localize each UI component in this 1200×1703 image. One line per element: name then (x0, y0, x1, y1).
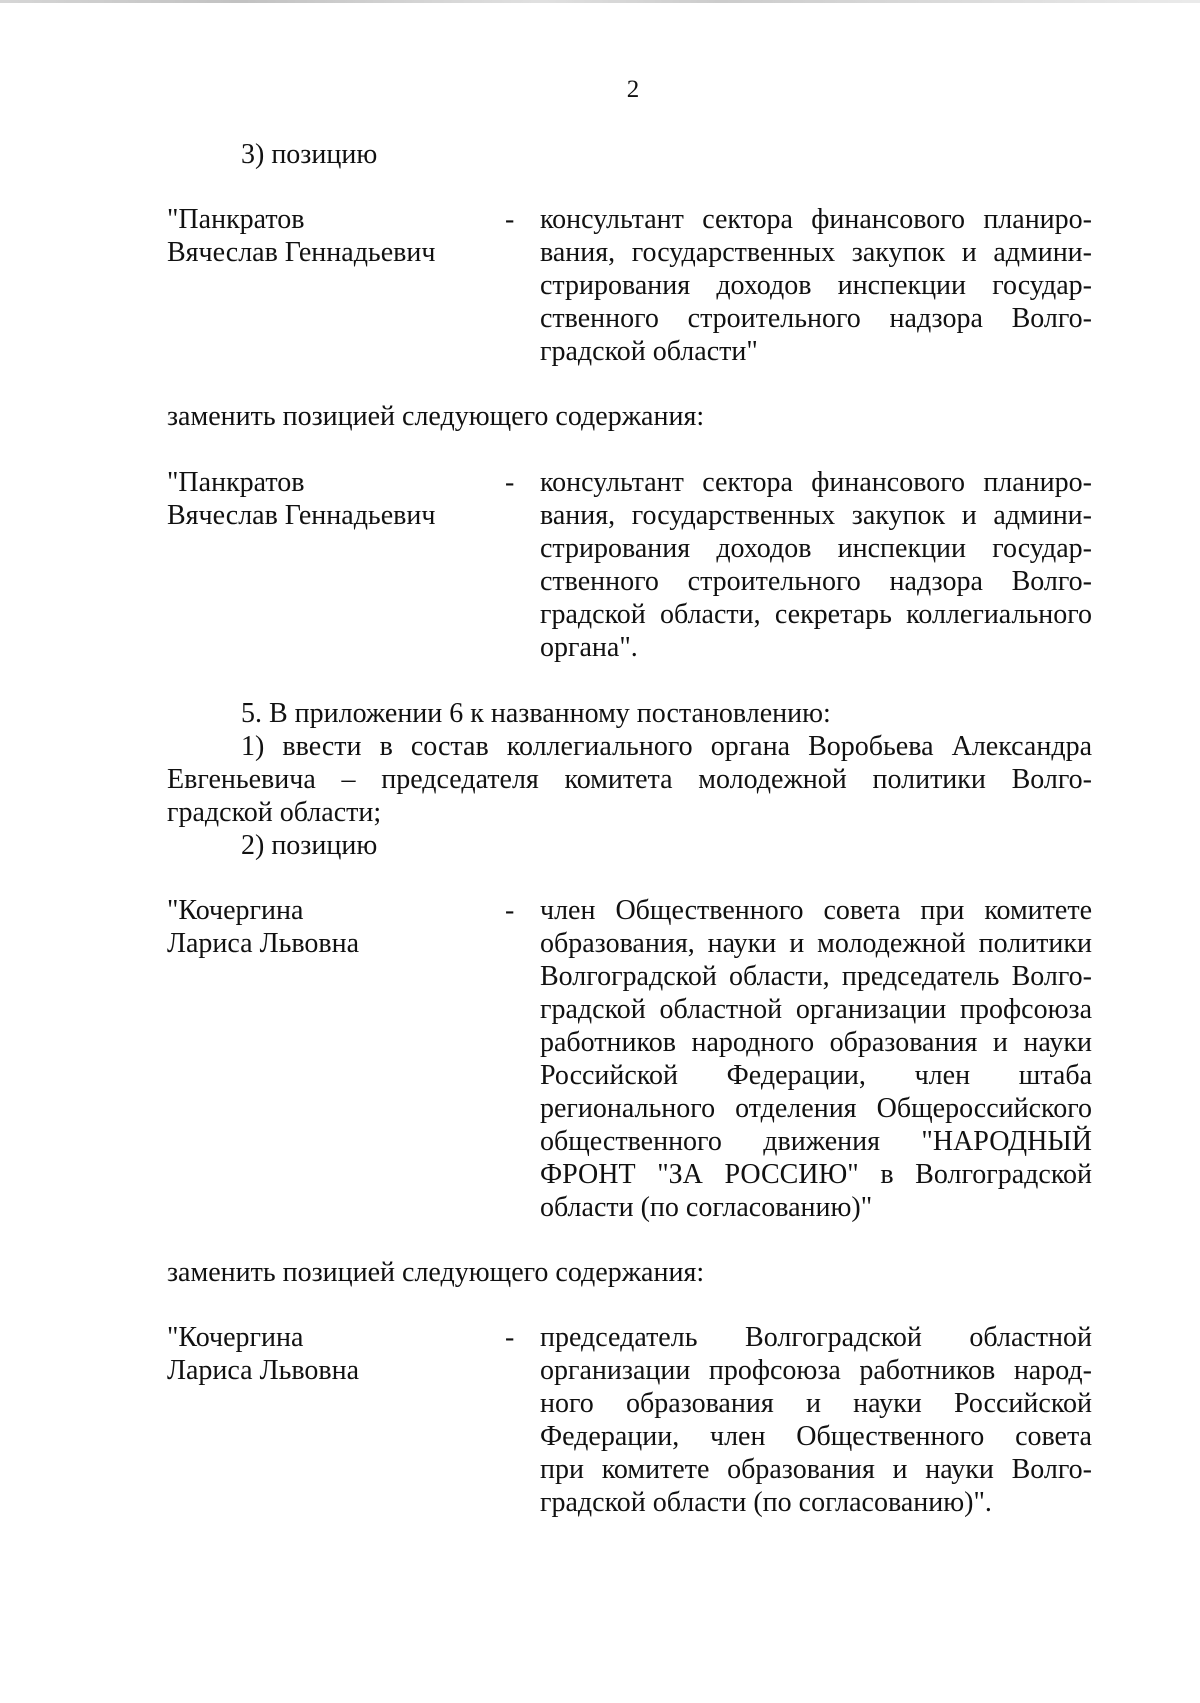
replace-instruction-1: заменить позицией следующего содержания: (167, 401, 705, 432)
desc-line: стрирования доходов инспекции государ- (540, 533, 1092, 564)
desc-line: области (по согласованию)" (540, 1192, 873, 1223)
entry-dash: - (505, 895, 515, 926)
item3-heading: 3) позицию (241, 139, 378, 170)
desc-line: ного образования и науки Российской (540, 1388, 1092, 1419)
entry-name-line: "Кочергина (167, 895, 304, 926)
desc-line: член Общественного совета при комитете (540, 895, 1092, 926)
desc-line: образования, науки и молодежной политики (540, 928, 1092, 959)
desc-line: председатель Волгоградской областной (540, 1322, 1092, 1353)
paragraph-line: 1) ввести в состав коллегиального органа Воробьева Александра (241, 731, 1092, 762)
desc-line: стрирования доходов инспекции государ- (540, 270, 1092, 301)
desc-line: органа". (540, 632, 638, 663)
entry-name-line: "Кочергина (167, 1322, 304, 1353)
entry-description (540, 466, 1092, 664)
desc-line: градской областной организации профсоюза (540, 994, 1092, 1025)
desc-line: Российской Федерации, член штаба (540, 1060, 1092, 1091)
entry-name-line: Вячеслав Геннадьевич (167, 237, 436, 268)
entry-name (167, 466, 497, 532)
desc-line: консультант сектора финансового планиро- (540, 204, 1092, 235)
entry-dash: - (505, 467, 515, 498)
paragraph-line: Евгеньевича – председателя комитета молодежной политики Волго- (167, 764, 1092, 795)
desc-line: организации профсоюза работников народ- (540, 1355, 1092, 1386)
item-1-paragraph (167, 730, 1092, 829)
entry-name (167, 1321, 497, 1387)
desc-line: ственного строительного надзора Волго- (540, 566, 1092, 597)
paragraph-line: градской области; (167, 797, 382, 828)
entry-name-line: "Панкратов (167, 204, 305, 235)
entry-name-line: Лариса Львовна (167, 1355, 360, 1386)
desc-line: градской области (по согласованию)". (540, 1487, 992, 1518)
page-number: 2 (626, 76, 640, 103)
desc-line: вания, государственных закупок и админи- (540, 500, 1092, 531)
desc-line: вания, государственных закупок и админи- (540, 237, 1092, 268)
desc-line: градской области, секретарь коллегиального (540, 599, 1092, 630)
entry-name-line: Вячеслав Геннадьевич (167, 500, 436, 531)
desc-line: регионального отделения Общероссийского (540, 1093, 1092, 1124)
entry-dash: - (505, 1322, 515, 1353)
desc-line: работников народного образования и науки (540, 1027, 1092, 1058)
entry-description (540, 203, 1092, 368)
desc-line: ФРОНТ "ЗА РОССИЮ" в Волгоградской (540, 1159, 1092, 1190)
entry-name (167, 894, 497, 960)
desc-line: общественного движения "НАРОДНЫЙ (540, 1126, 1092, 1157)
section-5-heading: 5. В приложении 6 к названному постановлению: (241, 698, 831, 729)
replace-instruction-2: заменить позицией следующего содержания: (167, 1257, 705, 1288)
entry-dash: - (505, 204, 515, 235)
desc-line: Федерации, член Общественного совета (540, 1421, 1092, 1452)
desc-line: градской области" (540, 336, 758, 367)
entry-description (540, 1321, 1092, 1519)
desc-line: консультант сектора финансового планиро- (540, 467, 1092, 498)
entry-name (167, 203, 497, 269)
desc-line: ственного строительного надзора Волго- (540, 303, 1092, 334)
desc-line: при комитете образования и науки Волго- (540, 1454, 1092, 1485)
desc-line: Волгоградской области, председатель Волго- (540, 961, 1092, 992)
item2-heading: 2) позицию (241, 830, 378, 861)
entry-name-line: Лариса Львовна (167, 928, 360, 959)
entry-name-line: "Панкратов (167, 467, 305, 498)
scan-edge (0, 0, 1200, 3)
entry-description (540, 894, 1092, 1224)
